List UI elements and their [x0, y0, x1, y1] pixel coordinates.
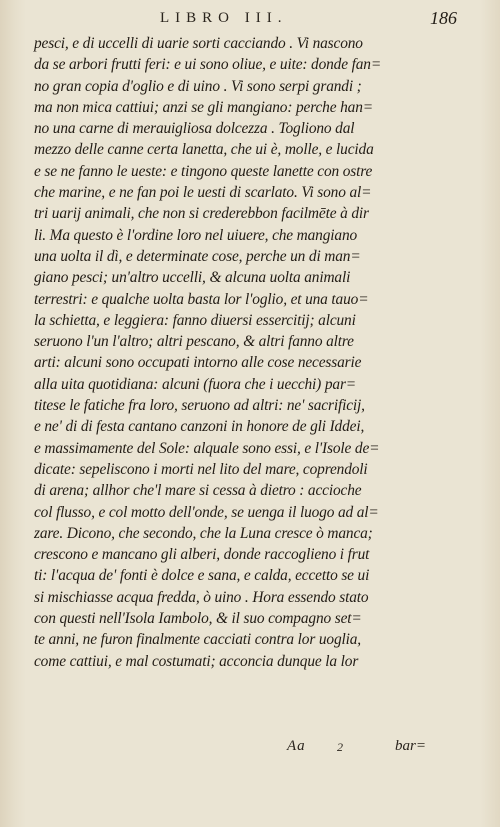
text-line: e massimamente del Sole: alquale sono essi, e l'Isole de= — [34, 439, 380, 457]
body-text — [34, 33, 464, 672]
text-line: titese le fatiche fra loro, seruono ad altri: ne' sacrificij, — [34, 397, 365, 415]
page-edge-shadow — [480, 0, 500, 827]
text-line: crescono e mancano gli alberi, donde raccoglieno i frut — [34, 546, 370, 564]
text-line: tri uarij animali, che non si crederebbon facilmēte à dir — [34, 205, 369, 223]
text-line: seruono l'un l'altro; altri pescano, & altri fanno altre — [34, 333, 354, 351]
page-gutter-shadow — [0, 0, 26, 827]
catchword: bar= — [395, 738, 426, 754]
text-line: ti: l'acqua de' fonti è dolce e sana, e calda, eccetto se ui — [34, 567, 370, 585]
text-line: si mischiasse acqua fredda, ò uino . Hora essendo stato — [34, 588, 369, 606]
text-line: alla uita quotidiana: alcuni (fuora che i uecchi) par= — [34, 375, 357, 393]
text-line: no gran copia d'oglio e di uino . Vi sono serpi grandi ; — [34, 77, 362, 95]
page-footer — [0, 736, 500, 760]
text-line: di arena; allhor che'l mare si cessa à dietro : accioche — [34, 482, 362, 500]
text-line: e ne' di di festa cantano canzoni in honore de gli Iddei, — [34, 418, 365, 436]
text-line: la schietta, e leggiera: fanno diuersi essercitij; alcuni — [34, 311, 356, 329]
text-line: una uolta il dì, e determinate cose, perche un di man= — [34, 247, 361, 265]
text-line: te anni, ne furon finalmente cacciati contra lor uoglia, — [34, 631, 362, 649]
running-head: LIBRO III. — [160, 10, 288, 26]
text-line: col flusso, e col motto dell'onde, se uenga il luogo ad al= — [34, 503, 379, 521]
text-line: zare. Dicono, che secondo, che la Luna cresce ò manca; — [34, 524, 373, 542]
text-line: che marine, e ne fan poi le uesti di scarlato. Vi sono al= — [34, 184, 372, 202]
text-line: pesci, e di uccelli di uarie sorti cacciando . Vi nascono — [34, 35, 363, 52]
text-line: da se arbori frutti feri: e ui sono oliue, e uite: donde fan= — [34, 56, 382, 74]
text-line: li. Ma questo è l'ordine loro nel uiuere, che mangiano — [34, 226, 358, 244]
text-line: no una carne di merauigliosa dolcezza . Togliono dal — [34, 120, 355, 138]
text-line: terrestri: e qualche uolta basta lor l'oglio, et una tauo= — [34, 290, 369, 308]
text-line: dicate: sepeliscono i morti nel lito del mare, coprendoli — [34, 460, 368, 478]
text-line: ma non mica cattiui; anzi se gli mangiano: perche han= — [34, 98, 373, 116]
text-line: con questi nell'Isola Iambolo, & il suo compagno set= — [34, 610, 362, 628]
text-line: e se ne fanno le ueste: e tingono queste lanette con ostre — [34, 162, 373, 180]
signature-number: 2 — [337, 740, 343, 754]
signature-mark: Aa — [287, 738, 306, 754]
text-line: come cattiui, e mal costumati; acconcia dunque la lor — [34, 652, 359, 670]
text-line: mezzo delle canne certa lanetta, che ui è, molle, e lucida — [34, 141, 374, 159]
page-number: 186 — [430, 8, 457, 28]
page-header — [0, 6, 500, 32]
text-line: arti: alcuni sono occupati intorno alle cose necessarie — [34, 354, 362, 372]
text-line: giano pesci; un'altro uccelli, & alcuna uolta animali — [34, 269, 351, 287]
